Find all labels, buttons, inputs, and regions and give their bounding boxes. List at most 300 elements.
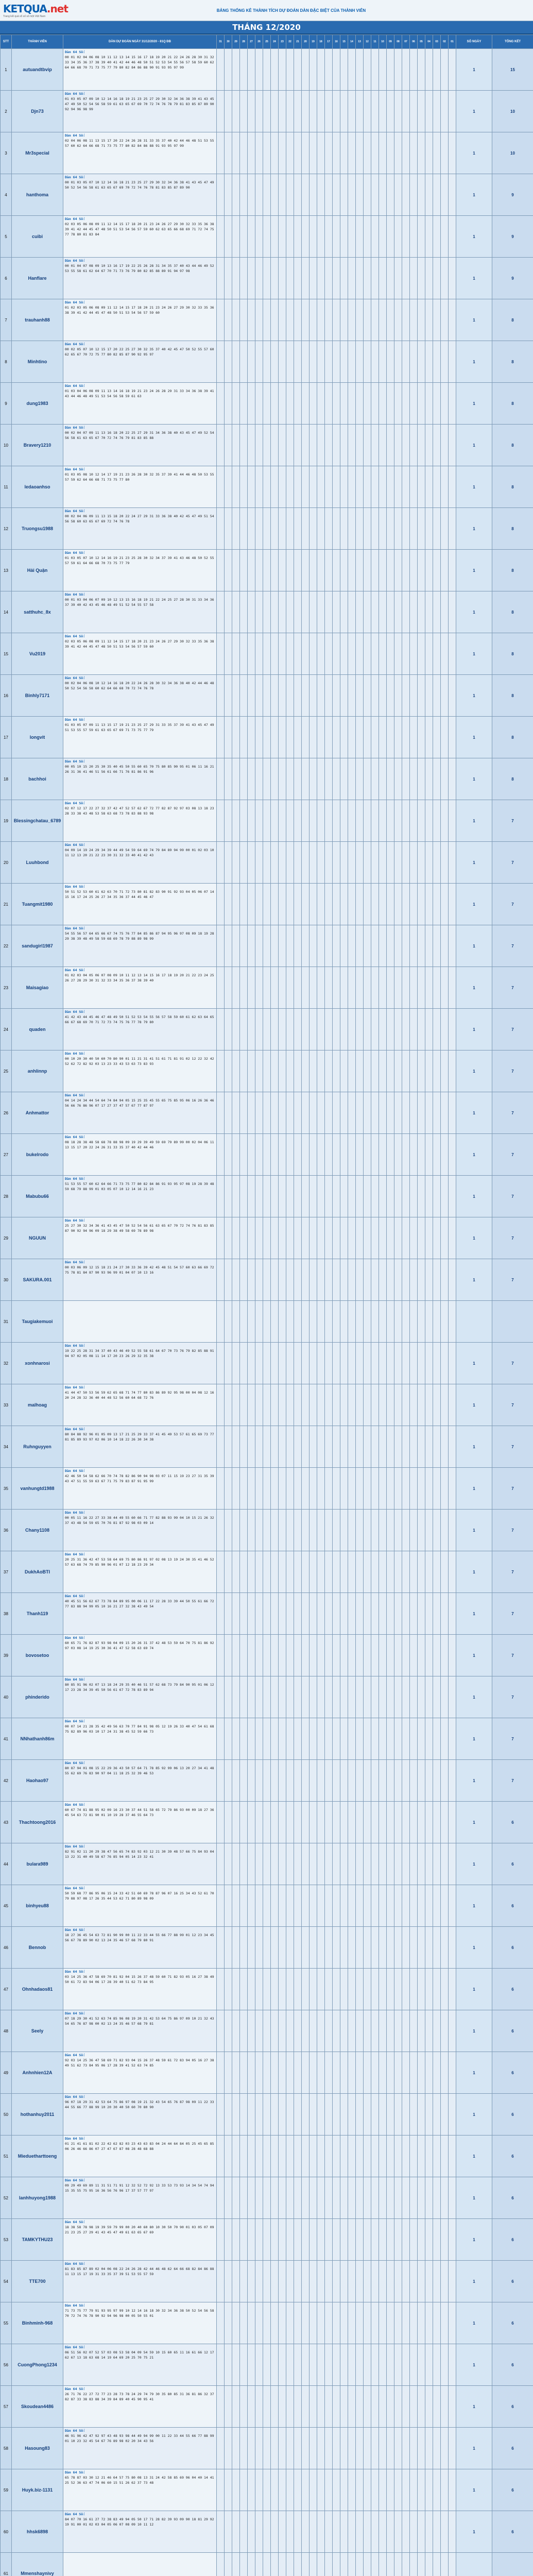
total-score: 8: [492, 466, 533, 508]
day-result-cell: [410, 2344, 418, 2386]
day-result-cell: [240, 1301, 248, 1343]
row-number: 46: [1, 1927, 12, 1969]
day-result-cell: [302, 1718, 310, 1760]
day-result-cell: [302, 2094, 310, 2136]
day-result-cell: [302, 216, 310, 258]
day-result-cell: [387, 717, 394, 758]
day-result-cell: [248, 466, 255, 508]
member-name-link[interactable]: sandugirl1987: [12, 925, 63, 967]
day-result-cell: [232, 1134, 240, 1176]
day-result-cell: [410, 2219, 418, 2261]
day-result-cell: [310, 758, 317, 800]
day-result-cell: [449, 1384, 456, 1426]
day-result-cell: [356, 1050, 364, 1092]
day-result-cell: [433, 49, 441, 91]
day-result-cell: [225, 216, 232, 258]
day-result-cell: [325, 2469, 333, 2511]
day-result-cell: [310, 1384, 317, 1426]
prediction-cell: [63, 925, 217, 967]
member-name-link[interactable]: satthuhc_8x: [12, 591, 63, 633]
day-result-cell: [348, 1927, 356, 1969]
member-name-link[interactable]: phinderido: [12, 1676, 63, 1718]
day-result-cell: [364, 1676, 371, 1718]
day-count: 1: [456, 2469, 492, 2511]
row-number: 61: [1, 2553, 12, 2576]
prediction-cell: [63, 758, 217, 800]
day-result-cell: [418, 925, 425, 967]
day-result-cell: [340, 341, 348, 383]
day-result-cell: [387, 383, 394, 425]
day-result-cell: [325, 591, 333, 633]
day-result-cell: [217, 1259, 225, 1301]
day-result-cell: [394, 2177, 402, 2219]
member-name-link[interactable]: Chany1108: [12, 1510, 63, 1551]
day-result-cell: [255, 2052, 263, 2094]
day-result-cell: [418, 2302, 425, 2344]
day-result-cell: [364, 550, 371, 591]
table-row: [1, 925, 533, 967]
total-score: 6: [492, 2469, 533, 2511]
day-result-cell: [418, 1802, 425, 1843]
day-result-cell: [394, 1551, 402, 1593]
day-result-cell: [394, 216, 402, 258]
row-number: 1: [1, 49, 12, 91]
member-name-link[interactable]: NGUUN: [12, 1217, 63, 1259]
member-name-link[interactable]: xonhnarosi: [12, 1343, 63, 1384]
day-result-cell: [255, 1635, 263, 1676]
day-result-cell: [433, 132, 441, 174]
prediction-label: Dàn 64 Số:: [65, 551, 85, 555]
day-result-cell: [248, 2136, 255, 2177]
col-header-day: 27: [248, 35, 255, 49]
prediction-cell: [63, 1593, 217, 1635]
member-name-link[interactable]: DukhAoBTI: [12, 1551, 63, 1593]
day-result-cell: [217, 1802, 225, 1843]
day-result-cell: [333, 967, 340, 1009]
day-result-cell: [394, 1384, 402, 1426]
day-result-cell: [302, 1259, 310, 1301]
day-result-cell: [333, 216, 340, 258]
day-result-cell: [364, 2136, 371, 2177]
day-result-cell: [379, 2553, 387, 2576]
member-name-link[interactable]: Taugiakemuoi: [12, 1301, 63, 1343]
total-score: 7: [492, 1259, 533, 1301]
prediction-cell: [63, 466, 217, 508]
prediction-cell: [63, 1802, 217, 1843]
prediction-numbers: 01 03 04 06 08 09 11 13 14 16 18 19 21 23 24 26 28 29 31 33 34 36 38 39 41 43 44 46 48 49 51 53 54 56 58 59 61 63: [65, 389, 216, 398]
day-result-cell: [425, 49, 433, 91]
day-result-cell: [232, 1927, 240, 1969]
day-result-cell: [217, 925, 225, 967]
day-result-cell: [325, 1426, 333, 1468]
day-result-cell: [317, 1009, 325, 1050]
prediction-cell: [63, 717, 217, 758]
day-result-cell: [425, 91, 433, 132]
day-result-cell: [255, 383, 263, 425]
day-result-cell: [279, 884, 286, 925]
member-name-link[interactable]: longvit: [12, 717, 63, 758]
member-name-link[interactable]: bachhoi: [12, 758, 63, 800]
day-result-cell: [418, 633, 425, 675]
day-result-cell: [240, 49, 248, 91]
day-result-cell: [294, 383, 302, 425]
member-name-link[interactable]: Seely: [12, 2010, 63, 2052]
member-name-link[interactable]: hanthoma: [12, 174, 63, 216]
total-score: 7: [492, 1217, 533, 1259]
member-name-link[interactable]: Binhly7171: [12, 675, 63, 717]
member-name-link[interactable]: Mieduetharttoeng: [12, 2136, 63, 2177]
member-name-link[interactable]: trauhanh88: [12, 299, 63, 341]
prediction-numbers: 01 02 03 05 06 08 09 11 12 14 15 17 18 20 21 23 24 26 27 29 30 32 33 35 36 38 39 41 42 44 45 47 48 50 51 53 54 56 57 59 60: [65, 306, 216, 315]
prediction-numbers: 60 65 71 76 82 87 93 98 04 09 15 20 26 31 37 42 48 53 59 64 70 75 81 86 92 97 03 08 14 19 25 30 36 41 47 52 58 63 69 74: [65, 1641, 216, 1650]
day-result-cell: [333, 1343, 340, 1384]
day-result-cell: [449, 1635, 456, 1676]
day-result-cell: [225, 383, 232, 425]
day-result-cell: [364, 675, 371, 717]
day-result-cell: [217, 550, 225, 591]
member-name-link[interactable]: hothanhuy2011: [12, 2094, 63, 2136]
day-result-cell: [379, 2511, 387, 2553]
day-result-cell: [418, 2010, 425, 2052]
day-result-cell: [356, 633, 364, 675]
day-result-cell: [271, 1134, 279, 1176]
day-result-cell: [449, 884, 456, 925]
prediction-cell: [63, 2219, 217, 2261]
member-name-link[interactable]: lanhhuyong1988: [12, 2177, 63, 2219]
member-name-link[interactable]: Tuangmit1980: [12, 884, 63, 925]
day-result-cell: [232, 1760, 240, 1802]
day-result-cell: [232, 2511, 240, 2553]
day-result-cell: [418, 1426, 425, 1468]
day-result-cell: [433, 2094, 441, 2136]
day-count: 1: [456, 1009, 492, 1050]
day-result-cell: [348, 842, 356, 884]
member-name-link[interactable]: Hanflare: [12, 258, 63, 299]
day-result-cell: [371, 1843, 379, 1885]
member-name-link[interactable]: malhoag: [12, 1384, 63, 1426]
row-number: 14: [1, 591, 12, 633]
day-result-cell: [286, 1802, 294, 1843]
day-result-cell: [441, 132, 449, 174]
member-name-link[interactable]: Thachtoong2016: [12, 1802, 63, 1843]
day-result-cell: [340, 2219, 348, 2261]
day-result-cell: [240, 842, 248, 884]
member-name-link[interactable]: dung1983: [12, 383, 63, 425]
day-result-cell: [449, 2511, 456, 2553]
member-name-link[interactable]: Bravery1210: [12, 425, 63, 466]
day-result-cell: [402, 2177, 410, 2219]
site-logo[interactable]: [3, 2, 68, 19]
member-name-link[interactable]: Ohnhadaos81: [12, 1969, 63, 2010]
member-name-link[interactable]: NNhathanh86m: [12, 1718, 63, 1760]
day-result-cell: [333, 1718, 340, 1760]
row-number: 10: [1, 425, 12, 466]
day-result-cell: [310, 2469, 317, 2511]
day-result-cell: [394, 174, 402, 216]
day-result-cell: [364, 299, 371, 341]
day-result-cell: [240, 258, 248, 299]
member-name-link[interactable]: bovosetoo: [12, 1635, 63, 1676]
day-result-cell: [225, 1050, 232, 1092]
col-header-day: 06: [410, 35, 418, 49]
day-result-cell: [302, 1343, 310, 1384]
member-name-link[interactable]: Mabubu66: [12, 1176, 63, 1217]
col-header-member: THÀNH VIÊN: [12, 35, 63, 49]
member-name-link[interactable]: Haohao97: [12, 1760, 63, 1802]
member-name-link[interactable]: autuandtbvip: [12, 49, 63, 91]
day-result-cell: [263, 1468, 271, 1510]
day-result-cell: [255, 1468, 263, 1510]
day-result-cell: [340, 1301, 348, 1343]
day-result-cell: [217, 1593, 225, 1635]
day-result-cell: [225, 174, 232, 216]
member-name-link[interactable]: binhyeu88: [12, 1885, 63, 1927]
day-result-cell: [225, 1510, 232, 1551]
day-result-cell: [348, 1134, 356, 1176]
member-name-link[interactable]: Vu2019: [12, 633, 63, 675]
day-result-cell: [279, 258, 286, 299]
day-result-cell: [371, 2469, 379, 2511]
member-name-link[interactable]: SAKURA.001: [12, 1259, 63, 1301]
member-name-link[interactable]: ledaoanhso: [12, 466, 63, 508]
member-name-link[interactable]: Maisagiao: [12, 967, 63, 1009]
day-result-cell: [371, 800, 379, 842]
member-name-link[interactable]: Huyk.biz-1131: [12, 2469, 63, 2511]
prediction-cell: [63, 1426, 217, 1468]
day-result-cell: [317, 1551, 325, 1593]
day-result-cell: [255, 2094, 263, 2136]
day-result-cell: [310, 1092, 317, 1134]
member-name-link[interactable]: anhlinnp: [12, 1050, 63, 1092]
member-name-link[interactable]: Thanh119: [12, 1593, 63, 1635]
member-name-link[interactable]: vanhungtd1988: [12, 1468, 63, 1510]
day-result-cell: [433, 1009, 441, 1050]
day-result-cell: [364, 2553, 371, 2576]
day-result-cell: [348, 1885, 356, 1927]
day-result-cell: [356, 1676, 364, 1718]
day-result-cell: [340, 758, 348, 800]
day-result-cell: [387, 1217, 394, 1259]
member-name-link[interactable]: bukelrodo: [12, 1134, 63, 1176]
day-result-cell: [348, 800, 356, 842]
day-result-cell: [302, 550, 310, 591]
member-name-link[interactable]: Hasoung83: [12, 2428, 63, 2469]
day-result-cell: [248, 1635, 255, 1676]
day-result-cell: [402, 2052, 410, 2094]
day-result-cell: [240, 1092, 248, 1134]
day-result-cell: [348, 2136, 356, 2177]
day-result-cell: [387, 1635, 394, 1676]
day-result-cell: [232, 1009, 240, 1050]
prediction-numbers: 18 38 58 78 98 19 39 59 79 99 00 20 40 60 80 10 30 50 70 90 01 03 05 07 09 21 23 25 27 29 41 43 45 47 49 61 63 65 67 69: [65, 2225, 216, 2234]
day-count: 1: [456, 132, 492, 174]
day-result-cell: [433, 1510, 441, 1551]
day-result-cell: [425, 1343, 433, 1384]
member-name-link[interactable]: Bennob: [12, 1927, 63, 1969]
day-result-cell: [232, 1343, 240, 1384]
day-result-cell: [364, 2094, 371, 2136]
day-result-cell: [425, 1593, 433, 1635]
day-result-cell: [433, 91, 441, 132]
day-result-cell: [217, 1050, 225, 1092]
total-score: 7: [492, 1009, 533, 1050]
day-result-cell: [425, 1384, 433, 1426]
prediction-label: Dàn 64 Số:: [65, 2137, 85, 2141]
day-result-cell: [263, 550, 271, 591]
day-result-cell: [325, 800, 333, 842]
day-result-cell: [340, 1343, 348, 1384]
day-result-cell: [394, 1301, 402, 1343]
day-result-cell: [232, 299, 240, 341]
day-result-cell: [263, 216, 271, 258]
day-result-cell: [279, 1885, 286, 1927]
day-result-cell: [356, 508, 364, 550]
member-name-link[interactable]: Ruhnguyyen: [12, 1426, 63, 1468]
day-result-cell: [240, 508, 248, 550]
day-result-cell: [217, 1885, 225, 1927]
member-name-link[interactable]: TTE700: [12, 2261, 63, 2302]
member-name-link[interactable]: Binhminh-968: [12, 2302, 63, 2344]
member-name-link[interactable]: Hải Quận: [12, 550, 63, 591]
day-result-cell: [333, 2386, 340, 2428]
member-name-link[interactable]: Minhtino: [12, 341, 63, 383]
row-number: 15: [1, 633, 12, 675]
day-result-cell: [394, 508, 402, 550]
day-result-cell: [271, 1635, 279, 1676]
day-result-cell: [418, 675, 425, 717]
day-result-cell: [348, 2511, 356, 2553]
member-name-link[interactable]: Truongsu1988: [12, 508, 63, 550]
day-result-cell: [418, 508, 425, 550]
day-result-cell: [232, 2010, 240, 2052]
member-name-link[interactable]: Blessingchatau_6789: [12, 800, 63, 842]
day-result-cell: [255, 341, 263, 383]
prediction-cell: [63, 2344, 217, 2386]
day-result-cell: [425, 1301, 433, 1343]
day-result-cell: [232, 1676, 240, 1718]
day-result-cell: [387, 1885, 394, 1927]
member-name-link[interactable]: Mr3special: [12, 132, 63, 174]
row-number: 59: [1, 2469, 12, 2511]
day-result-cell: [225, 2136, 232, 2177]
day-result-cell: [217, 1301, 225, 1343]
day-result-cell: [232, 1176, 240, 1217]
day-result-cell: [317, 174, 325, 216]
day-result-cell: [394, 1927, 402, 1969]
day-result-cell: [310, 633, 317, 675]
day-result-cell: [240, 1593, 248, 1635]
day-count: 1: [456, 1760, 492, 1802]
day-result-cell: [271, 1927, 279, 1969]
day-result-cell: [418, 1009, 425, 1050]
member-name-link[interactable]: Skoudean4486: [12, 2386, 63, 2428]
day-result-cell: [225, 2511, 232, 2553]
day-result-cell: [433, 1217, 441, 1259]
day-result-cell: [302, 508, 310, 550]
day-result-cell: [294, 1510, 302, 1551]
day-result-cell: [317, 1802, 325, 1843]
member-name-link[interactable]: Anhmattor: [12, 1092, 63, 1134]
day-result-cell: [425, 1635, 433, 1676]
prediction-label: Dàn 64 Số:: [65, 2262, 85, 2266]
day-result-cell: [232, 1301, 240, 1343]
day-result-cell: [425, 1843, 433, 1885]
day-result-cell: [402, 132, 410, 174]
day-result-cell: [356, 1092, 364, 1134]
day-result-cell: [340, 49, 348, 91]
member-name-link[interactable]: Djn73: [12, 91, 63, 132]
member-name-link[interactable]: CuongPhong1234: [12, 2344, 63, 2386]
day-result-cell: [402, 842, 410, 884]
day-result-cell: [402, 1635, 410, 1676]
day-result-cell: [302, 1134, 310, 1176]
day-result-cell: [387, 49, 394, 91]
member-name-link[interactable]: TAMKYTHU23: [12, 2219, 63, 2261]
day-result-cell: [371, 1050, 379, 1092]
member-name-link[interactable]: Luuhbond: [12, 842, 63, 884]
day-result-cell: [441, 1301, 449, 1343]
member-name-link[interactable]: hhsk6898: [12, 2511, 63, 2553]
day-result-cell: [356, 216, 364, 258]
prediction-cell: [63, 550, 217, 591]
member-name-link[interactable]: Anhnhien12A: [12, 2052, 63, 2094]
row-number: 38: [1, 1593, 12, 1635]
day-result-cell: [302, 132, 310, 174]
day-result-cell: [410, 2511, 418, 2553]
day-result-cell: [340, 1843, 348, 1885]
day-result-cell: [364, 2052, 371, 2094]
day-result-cell: [271, 842, 279, 884]
member-name-link[interactable]: cuibi: [12, 216, 63, 258]
day-result-cell: [255, 1343, 263, 1384]
day-result-cell: [333, 2469, 340, 2511]
row-number: 26: [1, 1092, 12, 1134]
day-result-cell: [325, 884, 333, 925]
day-result-cell: [225, 1802, 232, 1843]
day-result-cell: [333, 299, 340, 341]
table-row: [1, 1426, 533, 1468]
day-result-cell: [217, 2344, 225, 2386]
day-result-cell: [263, 967, 271, 1009]
table-row: [1, 1885, 533, 1927]
day-result-cell: [271, 508, 279, 550]
total-score: 8: [492, 675, 533, 717]
day-result-cell: [348, 132, 356, 174]
day-result-cell: [356, 2010, 364, 2052]
day-result-cell: [348, 591, 356, 633]
day-result-cell: [379, 2344, 387, 2386]
day-result-cell: [302, 1635, 310, 1676]
member-name-link[interactable]: quaden: [12, 1009, 63, 1050]
day-result-cell: [325, 1343, 333, 1384]
day-result-cell: [325, 174, 333, 216]
day-result-cell: [433, 2469, 441, 2511]
day-result-cell: [333, 1927, 340, 1969]
day-result-cell: [418, 2261, 425, 2302]
day-result-cell: [425, 425, 433, 466]
day-result-cell: [364, 1092, 371, 1134]
day-result-cell: [441, 299, 449, 341]
day-result-cell: [248, 2344, 255, 2386]
member-name-link[interactable]: Mmenshaynivy: [12, 2553, 63, 2576]
day-result-cell: [271, 2386, 279, 2428]
day-result-cell: [441, 1134, 449, 1176]
member-name-link[interactable]: bulara989: [12, 1843, 63, 1885]
total-score: 6: [492, 2052, 533, 2094]
day-result-cell: [364, 508, 371, 550]
day-result-cell: [317, 1384, 325, 1426]
day-result-cell: [441, 1009, 449, 1050]
